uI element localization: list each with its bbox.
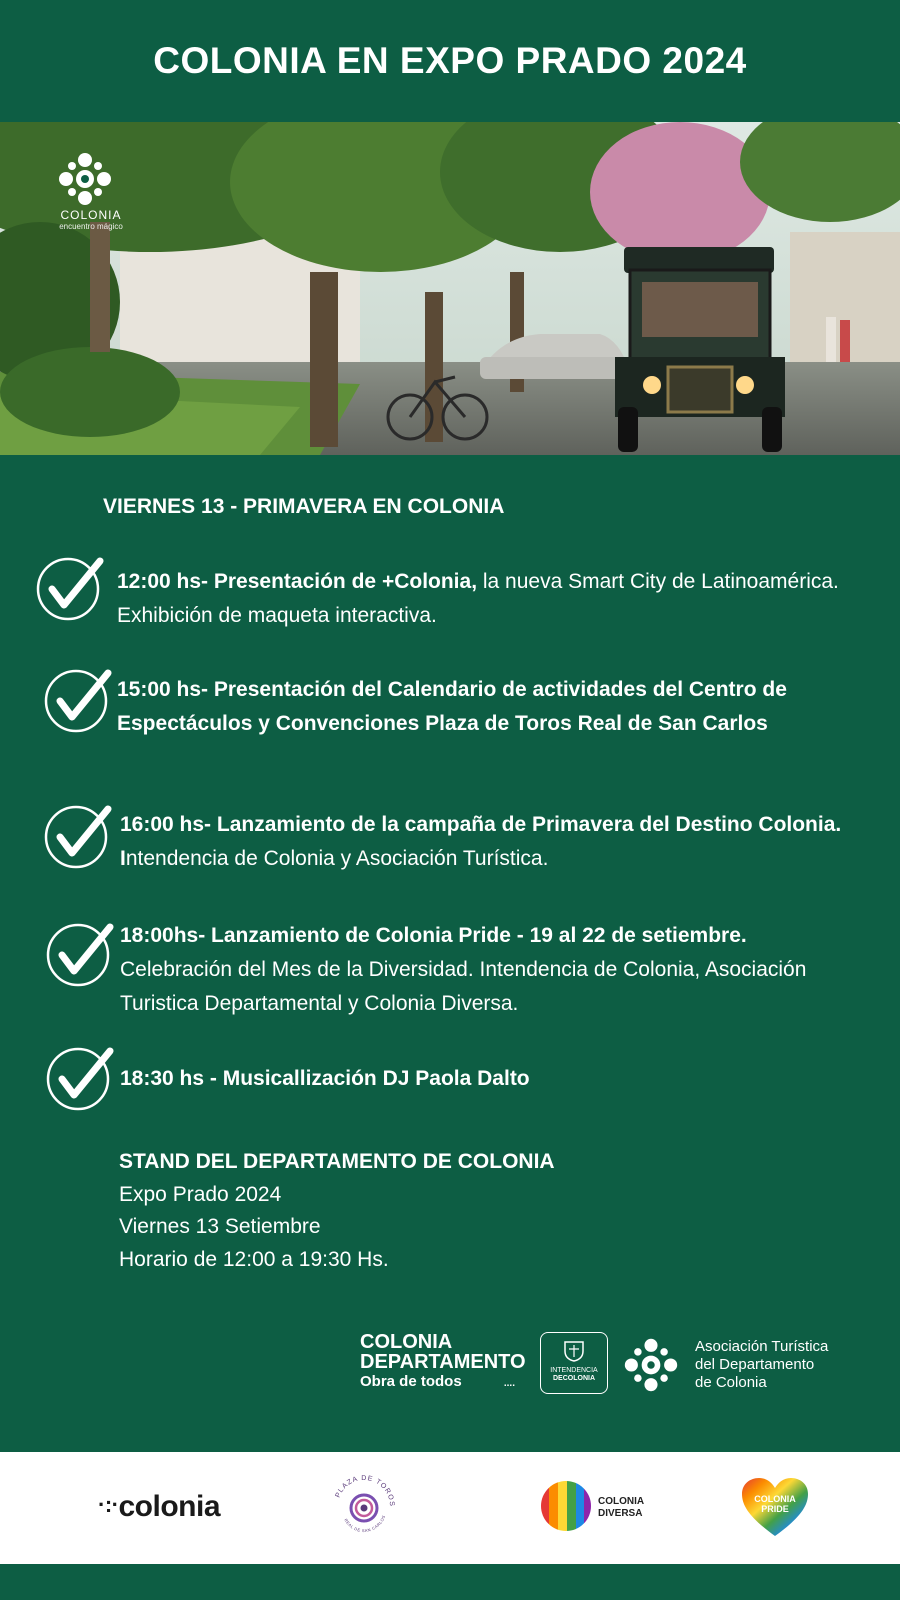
- colonia-departamento-logo: [360, 1332, 526, 1394]
- street-scene-image: [0, 122, 900, 455]
- intendencia-line1: INTENDENCIA: [550, 1367, 598, 1374]
- toros-arc-bottom: REAL DE SAN CARLOS: [343, 1514, 387, 1534]
- pride-line2: PRIDE: [761, 1504, 789, 1514]
- pride-line1: COLONIA: [754, 1494, 796, 1504]
- plus-colonia-logo: [98, 1490, 220, 1524]
- checkmark-icon: [34, 555, 104, 625]
- stand-event: Expo Prado 2024: [119, 1182, 282, 1206]
- departamento-dots: ....: [503, 1378, 515, 1389]
- stand-date: Viernes 13 Setiembre: [119, 1215, 321, 1238]
- footer-green-strip: [0, 1564, 900, 1600]
- page-title: COLONIA EN EXPO PRADO 2024: [153, 40, 747, 81]
- svg-text:PLAZA DE TOROS: [335, 1475, 396, 1507]
- diversa-line2: DIVERSA: [598, 1508, 643, 1519]
- sponsor-logos: [360, 1328, 870, 1398]
- stand-title: STAND DEL DEPARTAMENTO DE COLONIA: [119, 1150, 555, 1173]
- toros-arc-top: PLAZA DE TOROS: [334, 1474, 396, 1508]
- colonia-encuentro-logo: [54, 152, 128, 231]
- colonia-pride-heart-logo: [740, 1476, 810, 1538]
- schedule-item-time: 15:00 hs- Presentación del Calendario de actividades del Centro de Espectáculos y Convenciones Plaza de Toros Real de San Carlos: [117, 678, 787, 735]
- schedule-item-time: 18:30 hs - Musicallización DJ Paola Dalto: [120, 1067, 530, 1090]
- schedule-item-time: 16:00 hs- Lanzamiento de la campaña de Primavera del Destino Colonia. I: [120, 813, 842, 870]
- checkmark-icon: [42, 667, 112, 737]
- asociacion-flower-icon: [622, 1336, 680, 1394]
- schedule-item-text: [120, 919, 860, 1021]
- diversa-line1: COLONIA: [598, 1496, 645, 1507]
- checkmark-icon: [42, 803, 112, 873]
- schedule-item-text: [120, 1062, 865, 1096]
- departamento-slogan: Obra de todos: [360, 1373, 462, 1390]
- schedule-item-time: 12:00 hs- Presentación de +Colonia,: [117, 570, 478, 593]
- photo-logo-tagline: encuentro mágico: [59, 222, 123, 231]
- intendencia-logo: [540, 1332, 608, 1394]
- shield-icon: [562, 1339, 586, 1363]
- rainbow-circle-icon: [540, 1480, 592, 1532]
- plaza-de-toros-logo: [330, 1472, 398, 1540]
- schedule-item-text: [120, 808, 860, 876]
- plus-dots-icon: ·:·: [98, 1492, 119, 1517]
- asociacion-turistica-logo: [695, 1338, 828, 1392]
- checkmark-icon: [44, 1045, 114, 1115]
- colonia-diversa-text: [598, 1496, 644, 1520]
- schedule-item-time: 18:00hs- Lanzamiento de Colonia Pride - 19 al 22 de setiembre.: [120, 924, 747, 947]
- stand-hours: Horario de 12:00 a 19:30 Hs.: [119, 1247, 389, 1271]
- schedule-item-detail: la nueva Smart City de Latinoamérica. Exhibición de maqueta interactiva.: [117, 570, 839, 627]
- schedule-item-text: [117, 673, 842, 741]
- checkmark-icon: [44, 921, 114, 991]
- departamento-logo-line3: [360, 1372, 526, 1394]
- asociacion-line3: de Colonia: [695, 1374, 767, 1391]
- departamento-logo-line2: DEPARTAMENTO: [360, 1351, 526, 1373]
- colonia-diversa-logo: [540, 1480, 660, 1540]
- section-title: VIERNES 13 - PRIMAVERA EN COLONIA: [103, 495, 505, 518]
- schedule-item-detail: Celebración del Mes de la Diversidad. Intendencia de Colonia, Asociación Turistica Departamental y Colonia Diversa.: [120, 958, 807, 1015]
- asociacion-line2: del Departamento: [695, 1356, 815, 1373]
- asociacion-line1: Asociación Turística: [695, 1338, 829, 1355]
- hero-photo: [0, 122, 900, 455]
- footer-logos: [0, 1452, 900, 1564]
- header: [0, 0, 900, 122]
- schedule-item-detail: ntendencia de Colonia y Asociación Turística.: [125, 847, 549, 870]
- schedule-item-text: [117, 565, 862, 633]
- colonia-flower-icon: [54, 152, 116, 206]
- intendencia-line2: DECOLONIA: [553, 1375, 595, 1382]
- departamento-logo-line1: COLONIA: [360, 1331, 453, 1353]
- stand-info: [119, 1146, 555, 1276]
- plus-colonia-word: colonia: [118, 1490, 220, 1523]
- photo-logo-word: COLONIA: [60, 208, 122, 222]
